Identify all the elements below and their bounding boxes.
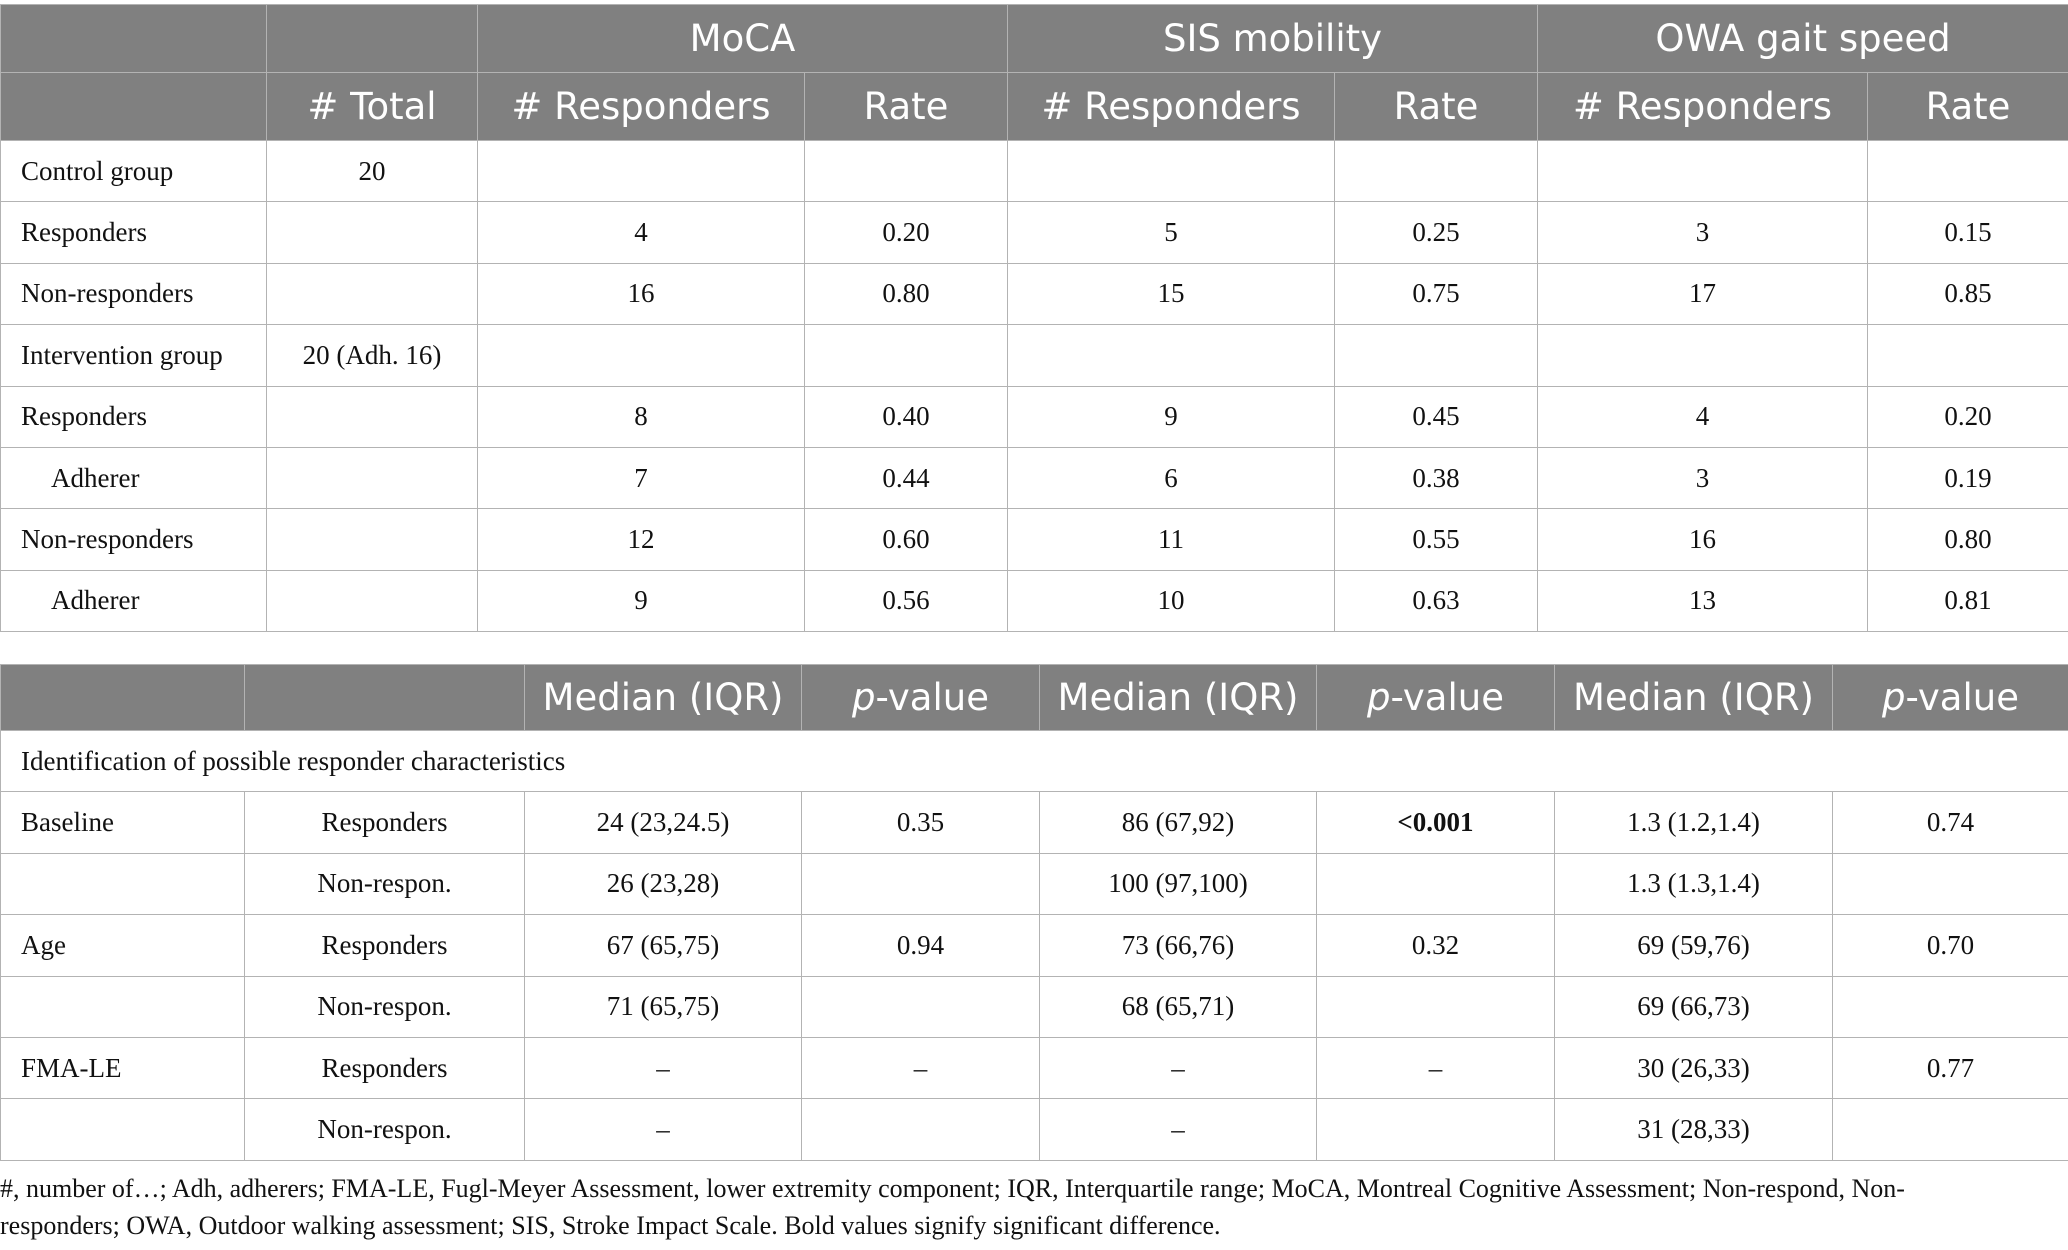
owa-rate-cell: 0.85 (1868, 263, 2068, 324)
sis-rate-cell: 0.55 (1335, 509, 1538, 570)
table-row (1, 141, 2068, 202)
moca-p-value-cell (802, 1099, 1040, 1160)
moca-rate-cell: 0.44 (805, 447, 1008, 508)
owa-p-value-cell: 0.77 (1833, 1037, 2068, 1098)
responder-rates-table (0, 4, 2068, 632)
owa-p-value-cell (1833, 853, 2068, 914)
sis-responders-cell: 10 (1008, 570, 1335, 631)
owa-rate-cell: 0.81 (1868, 570, 2068, 631)
sis-responders-cell (1008, 141, 1335, 202)
median-iqr-header: Median (IQR) (525, 665, 802, 731)
sis-median-cell: – (1040, 1037, 1317, 1098)
rate-header: Rate (1335, 73, 1538, 141)
moca-median-cell: – (525, 1099, 802, 1160)
moca-rate-cell (805, 325, 1008, 386)
table-row (1, 1037, 2068, 1098)
moca-median-cell: 24 (23,24.5) (525, 792, 802, 853)
total-cell (267, 202, 478, 263)
owa-responders-cell (1538, 141, 1868, 202)
owa-rate-cell: 0.20 (1868, 386, 2068, 447)
table-row (1, 386, 2068, 447)
empty-header-cell (1, 5, 267, 73)
characteristic-label: FMA-LE (1, 1037, 245, 1098)
responder-group-label: Non-respon. (245, 853, 525, 914)
sis-p-value-cell: <0.001 (1317, 792, 1555, 853)
owa-responders-cell: 3 (1538, 202, 1868, 263)
owa-responders-cell: 16 (1538, 509, 1868, 570)
owa-median-cell: 69 (59,76) (1555, 915, 1833, 976)
owa-p-value-cell: 0.70 (1833, 915, 2068, 976)
sis-median-cell: – (1040, 1099, 1317, 1160)
owa-median-cell: 31 (28,33) (1555, 1099, 1833, 1160)
owa-responders-cell: 17 (1538, 263, 1868, 324)
moca-p-value-cell: – (802, 1037, 1040, 1098)
responder-group-label: Non-respon. (245, 976, 525, 1037)
table-row (1, 325, 2068, 386)
row-label: Responders (1, 386, 267, 447)
sis-p-value-cell (1317, 976, 1555, 1037)
moca-p-value-cell: 0.94 (802, 915, 1040, 976)
group-header-moca: MoCA (478, 5, 1008, 73)
moca-p-value-cell: 0.35 (802, 792, 1040, 853)
responder-group-label: Non-respon. (245, 1099, 525, 1160)
empty-header-cell (267, 5, 478, 73)
moca-responders-cell: 7 (478, 447, 805, 508)
moca-median-cell: 26 (23,28) (525, 853, 802, 914)
sis-p-value-cell: 0.32 (1317, 915, 1555, 976)
table-row (1, 509, 2068, 570)
sis-rate-cell: 0.25 (1335, 202, 1538, 263)
table-row (1, 976, 2068, 1037)
owa-responders-cell: 3 (1538, 447, 1868, 508)
sis-rate-cell: 0.38 (1335, 447, 1538, 508)
sis-responders-cell: 9 (1008, 386, 1335, 447)
responders-header: # Responders (1008, 73, 1335, 141)
moca-responders-cell (478, 141, 805, 202)
owa-p-value-cell: 0.74 (1833, 792, 2068, 853)
moca-responders-cell: 9 (478, 570, 805, 631)
moca-median-cell: – (525, 1037, 802, 1098)
row-label: Control group (1, 141, 267, 202)
table-footnote: #, number of…; Adh, adherers; FMA-LE, Fugl-Meyer Assessment, lower extremity component; IQR, Interquartile range; MoCA, Montreal Cognitive Assessment; Non-respond, Non-responders; OWA, Outdoor walking assessment; SIS, Stroke Impact Scale. Bold values signify significant difference. (0, 1174, 1905, 1240)
total-cell: 20 (Adh. 16) (267, 325, 478, 386)
sis-rate-cell: 0.75 (1335, 263, 1538, 324)
row-label: Responders (1, 202, 267, 263)
row-label: Non-responders (1, 509, 267, 570)
rate-header: Rate (805, 73, 1008, 141)
owa-rate-cell: 0.19 (1868, 447, 2068, 508)
table-row (1, 263, 2068, 324)
p-value-header: p-value (1317, 665, 1555, 731)
sis-median-cell: 68 (65,71) (1040, 976, 1317, 1037)
total-cell (267, 509, 478, 570)
section-title-row (1, 731, 2068, 792)
sis-rate-cell: 0.63 (1335, 570, 1538, 631)
characteristic-label (1, 1099, 245, 1160)
group-header-owa-gait-speed: OWA gait speed (1538, 5, 2068, 73)
total-cell (267, 570, 478, 631)
p-value-header: p-value (802, 665, 1040, 731)
subheader-row (1, 73, 2068, 141)
sis-rate-cell: 0.45 (1335, 386, 1538, 447)
responder-group-label: Responders (245, 1037, 525, 1098)
rate-header: Rate (1868, 73, 2068, 141)
sis-p-value-cell (1317, 853, 1555, 914)
responder-characteristics-table (0, 664, 2068, 1161)
moca-responders-cell: 8 (478, 386, 805, 447)
characteristic-label (1, 976, 245, 1037)
row-label: Non-responders (1, 263, 267, 324)
table-row (1, 202, 2068, 263)
sis-responders-cell: 6 (1008, 447, 1335, 508)
characteristics-header-row (1, 665, 2068, 731)
moca-responders-cell: 16 (478, 263, 805, 324)
moca-rate-cell: 0.40 (805, 386, 1008, 447)
responder-group-label: Responders (245, 792, 525, 853)
group-header-sis-mobility: SIS mobility (1008, 5, 1538, 73)
median-iqr-header: Median (IQR) (1555, 665, 1833, 731)
moca-responders-cell: 12 (478, 509, 805, 570)
responders-header: # Responders (1538, 73, 1868, 141)
sis-responders-cell (1008, 325, 1335, 386)
owa-median-cell: 1.3 (1.3,1.4) (1555, 853, 1833, 914)
row-label: Adherer (1, 447, 267, 508)
sis-rate-cell (1335, 325, 1538, 386)
empty-header-cell (1, 73, 267, 141)
owa-rate-cell (1868, 141, 2068, 202)
owa-rate-cell (1868, 325, 2068, 386)
sis-p-value-cell: – (1317, 1037, 1555, 1098)
moca-responders-cell: 4 (478, 202, 805, 263)
moca-responders-cell (478, 325, 805, 386)
group-header-row (1, 5, 2068, 73)
total-cell (267, 447, 478, 508)
sis-median-cell: 100 (97,100) (1040, 853, 1317, 914)
moca-rate-cell: 0.60 (805, 509, 1008, 570)
moca-rate-cell (805, 141, 1008, 202)
owa-responders-cell (1538, 325, 1868, 386)
owa-rate-cell: 0.80 (1868, 509, 2068, 570)
moca-rate-cell: 0.20 (805, 202, 1008, 263)
responder-group-label: Responders (245, 915, 525, 976)
moca-median-cell: 67 (65,75) (525, 915, 802, 976)
sis-p-value-cell (1317, 1099, 1555, 1160)
owa-rate-cell: 0.15 (1868, 202, 2068, 263)
table-row (1, 853, 2068, 914)
owa-p-value-cell (1833, 1099, 2068, 1160)
sis-responders-cell: 11 (1008, 509, 1335, 570)
table-row (1, 1099, 2068, 1160)
row-label: Intervention group (1, 325, 267, 386)
moca-rate-cell: 0.80 (805, 263, 1008, 324)
empty-header-cell (245, 665, 525, 731)
total-cell: 20 (267, 141, 478, 202)
sis-median-cell: 86 (67,92) (1040, 792, 1317, 853)
moca-median-cell: 71 (65,75) (525, 976, 802, 1037)
characteristic-label: Baseline (1, 792, 245, 853)
characteristic-label (1, 853, 245, 914)
total-header: # Total (267, 73, 478, 141)
table-row (1, 570, 2068, 631)
median-iqr-header: Median (IQR) (1040, 665, 1317, 731)
row-label: Adherer (1, 570, 267, 631)
sis-responders-cell: 5 (1008, 202, 1335, 263)
owa-median-cell: 1.3 (1.2,1.4) (1555, 792, 1833, 853)
owa-median-cell: 30 (26,33) (1555, 1037, 1833, 1098)
sis-rate-cell (1335, 141, 1538, 202)
moca-p-value-cell (802, 976, 1040, 1037)
total-cell (267, 386, 478, 447)
responders-header: # Responders (478, 73, 805, 141)
sis-median-cell: 73 (66,76) (1040, 915, 1317, 976)
total-cell (267, 263, 478, 324)
characteristic-label: Age (1, 915, 245, 976)
table-row (1, 792, 2068, 853)
owa-p-value-cell (1833, 976, 2068, 1037)
owa-responders-cell: 4 (1538, 386, 1868, 447)
table-row (1, 447, 2068, 508)
moca-p-value-cell (802, 853, 1040, 914)
moca-rate-cell: 0.56 (805, 570, 1008, 631)
section-title: Identification of possible responder characteristics (1, 731, 2068, 792)
p-value-header: p-value (1833, 665, 2068, 731)
sis-responders-cell: 15 (1008, 263, 1335, 324)
table-row (1, 915, 2068, 976)
owa-median-cell: 69 (66,73) (1555, 976, 1833, 1037)
empty-header-cell (1, 665, 245, 731)
owa-responders-cell: 13 (1538, 570, 1868, 631)
